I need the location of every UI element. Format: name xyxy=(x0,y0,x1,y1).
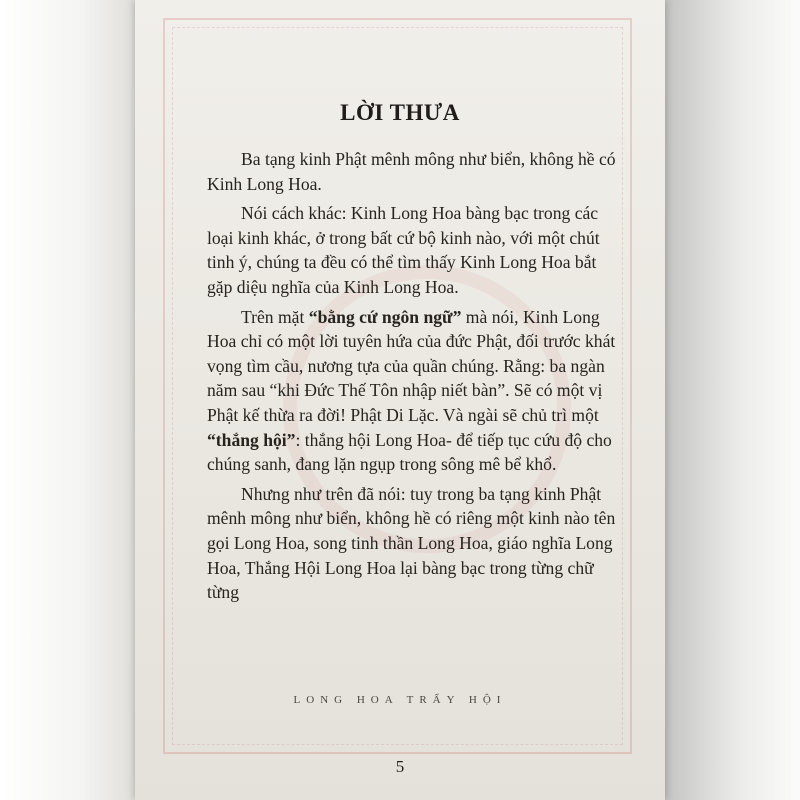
text-run: : thắng hội Long Hoa- để tiếp tục cứu độ cho chúng sanh, đang lặn ngụp trong sông mê bể khổ. xyxy=(207,429,612,475)
running-footer: LONG HOA TRẨY HỘI xyxy=(293,694,507,706)
background-right xyxy=(650,0,800,800)
body-text xyxy=(207,147,619,610)
text-run: mà nói, Kinh Long Hoa chỉ có một lời tuyên hứa của đức Phật, đối trước khát vọng tìm cầu, nương tựa của quần chúng. Rằng: ba ngàn năm sau “khi Đức Thế Tôn nhập niết bàn”. Sẽ có một vị Phật kế thừa ra đời! Phật Di Lặc. Và ngài sẽ chủ trì một xyxy=(207,306,616,425)
text-run: Nói cách khác: Kinh Long Hoa bàng bạc trong các loại kinh khác, ở trong bất cứ bộ kinh nào, với một chút tinh ý, chúng ta đều có thể tìm thấy Kinh Long Hoa bắt gặp diệu nghĩa của Kinh Long Hoa. xyxy=(207,203,600,297)
text-run: Trên mặt xyxy=(241,306,309,327)
page-number: 5 xyxy=(395,757,405,776)
background-left xyxy=(0,0,150,800)
book-page xyxy=(135,0,665,800)
text-run: Nhưng như trên đã nói: tuy trong ba tạng kinh Phật mênh mông như biển, không hề có riêng một kinh nào tên gọi Long Hoa, song tinh thần Long Hoa, giáo nghĩa Long Hoa, Thắng Hội Long Hoa lại bàng bạc trong từng chữ từng xyxy=(207,483,616,603)
emphasized-text: “bằng cứ ngôn ngữ” xyxy=(308,306,462,327)
emphasized-text: “thắng hội” xyxy=(207,429,296,450)
paragraph xyxy=(207,201,619,299)
paragraph xyxy=(207,147,619,196)
paragraph xyxy=(207,482,619,605)
page-title: LỜI THƯA xyxy=(340,100,460,125)
text-run: Ba tạng kinh Phật mênh mông như biển, không hề có Kinh Long Hoa. xyxy=(207,149,616,194)
paragraph xyxy=(207,305,619,477)
